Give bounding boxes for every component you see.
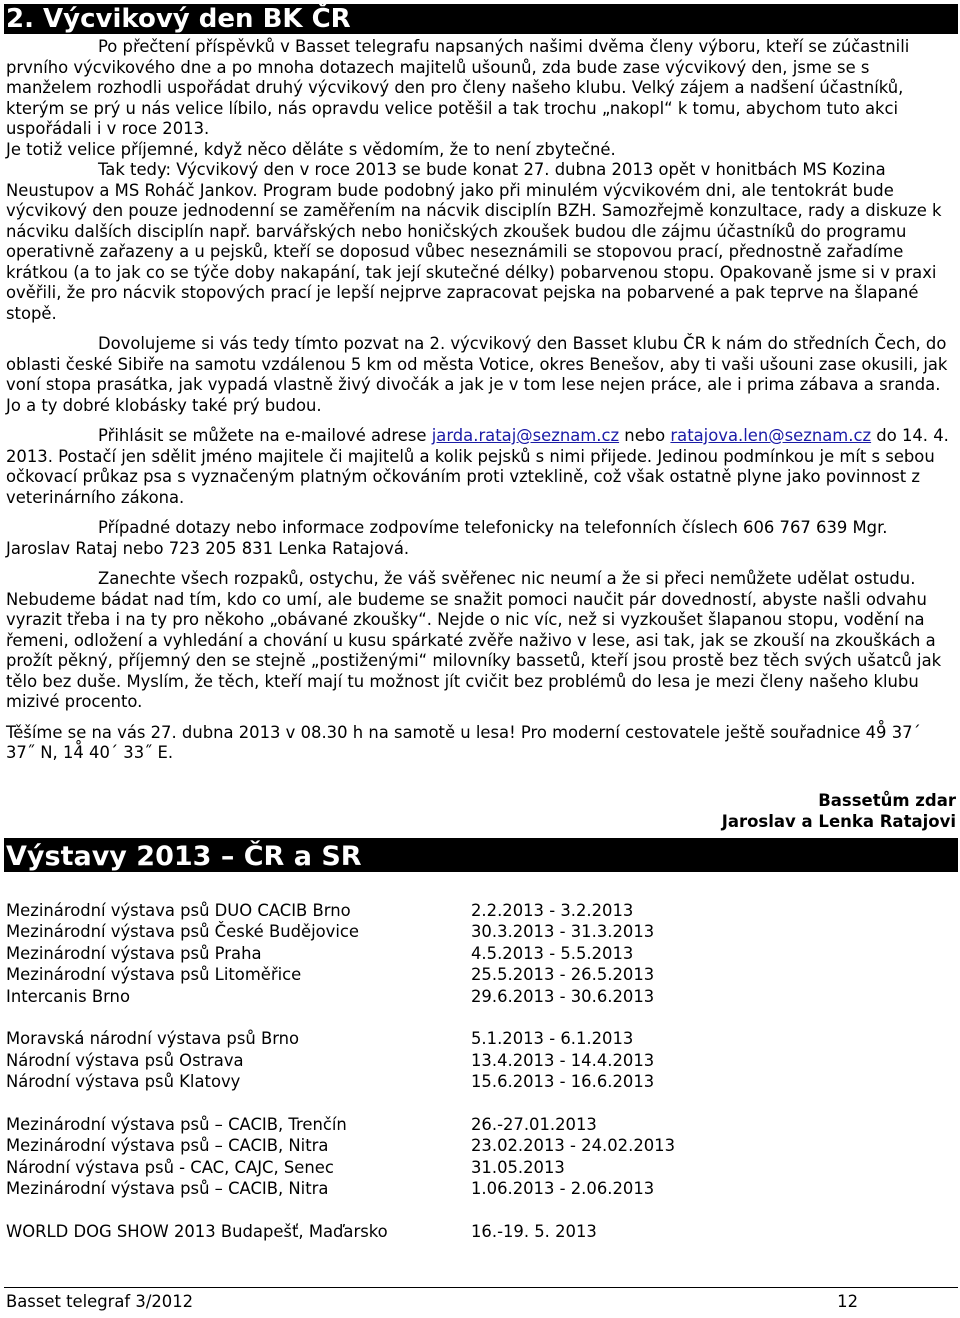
page-footer <box>6 1292 858 1312</box>
show-name: Mezinárodní výstava psů – CACIB, Trenčín <box>6 1114 347 1134</box>
show-date: 25.5.2013 - 26.5.2013 <box>471 965 655 985</box>
show-name: Moravská národní výstava psů Brno <box>6 1029 300 1049</box>
section-heading-shows: Výstavy 2013 – ČR a SR <box>4 838 958 872</box>
show-row <box>6 1071 675 1092</box>
article-paragraph-registration <box>6 426 954 508</box>
article-paragraph: Dovolujeme si vás tedy tímto pozvat na 2. výcvikový den Basset klubu ČR k nám do středních Čech, do oblasti české Sibiře na samotu vzdálenou 5 km od města Votice, okres Benešov, aby ti vaši ušouni zase okusili, jak voní stopa prasátka, jak vypadá vlastně živý divočák a jak je v tom lese nejen práce, ale i prima zábava a sranda. Jo a ty dobré klobásky také prý budou. <box>6 334 948 415</box>
show-name: Národní výstava psů Klatovy <box>6 1072 241 1092</box>
show-name: Mezinárodní výstava psů Litoměřice <box>6 965 302 985</box>
signature-names: Jaroslav a Lenka Ratajovi <box>721 812 956 831</box>
email-link-jarda[interactable]: jarda.rataj@seznam.cz <box>431 426 620 445</box>
article-paragraph: Těšíme se na vás 27. dubna 2013 v 08.30 h na samotě u lesa! Pro moderní cestovatele ještě souřadnice 49̊ 37´ 37˝ N, 14̊ 40´ 33˝ E. <box>6 722 921 762</box>
article-body <box>6 37 954 764</box>
show-name: Intercanis Brno <box>6 986 130 1006</box>
registration-text: nebo <box>619 426 671 445</box>
show-row <box>6 1114 675 1135</box>
show-date: 29.6.2013 - 30.6.2013 <box>471 986 655 1006</box>
show-name: Národní výstava psů - CAC, CAJC, Senec <box>6 1157 334 1177</box>
group-spacer <box>6 1093 675 1114</box>
email-link-ratajova[interactable]: ratajova.len@seznam.cz <box>670 426 872 445</box>
show-row <box>6 943 675 964</box>
shows-list <box>6 900 675 1242</box>
section-heading-training-day: 2. Výcvikový den BK ČR <box>4 4 958 34</box>
registration-text: do 14. 4. 2013. Postačí jen sdělit jméno majitele či majitelů a kolik pejsků s nimi přijede. Jedinou podmínkou je mít s sebou očkovací průkaz psa s vyznačeným platným očkováním proti vzteklině, což však ostatně plyne jako povinnost z veterinárního zákona. <box>6 426 949 507</box>
show-date: 15.6.2013 - 16.6.2013 <box>471 1072 655 1092</box>
show-date: 23.02.2013 - 24.02.2013 <box>471 1136 676 1156</box>
article-paragraph: Případné dotazy nebo informace zodpovíme telefonicky na telefonních číslech 606 767 639 Mgr. Jaroslav Rataj nebo 723 205 831 Lenka Ratajová. <box>6 518 888 558</box>
show-row <box>6 1178 675 1199</box>
show-row <box>6 1135 675 1156</box>
article-paragraph: Zanechte všech rozpaků, ostychu, že váš svěřenec nic neumí a že si přeci nemůžete udělat ostudu. Nebudeme bádat nad tím, kdo co umí, ale budeme se snažit pomoci naučit pár dovedností, abyste našli odvahu vyrazit třeba i na ty pro někoho „obávané zkoušky“. Nejde o nic víc, než si vyzkoušet šlapanou stopu, vodění na řemeni, odložení a vyhledání a chování u kusu spárkaté zvěře naživo v lese, asi tak, jak se zkouší na zkouškách a prožít pěkný, příjemný den se stejně „postiženými“ milovníky bassetů, kteří jsou prostě bez těch svých ušatců jak tělo bez duše. Myslím, že těch, kteří mají tu možnost jít cvičit bez problémů do lesa je mezi členy našeho klubu mizivé procento. <box>6 569 942 711</box>
show-row <box>6 900 675 921</box>
signature <box>722 790 956 832</box>
show-row <box>6 1050 675 1071</box>
show-date: 5.1.2013 - 6.1.2013 <box>471 1029 634 1049</box>
show-row <box>6 964 675 985</box>
group-spacer <box>6 1007 675 1028</box>
show-date: 2.2.2013 - 3.2.2013 <box>471 901 634 920</box>
signature-greeting: Bassetům zdar <box>818 791 956 810</box>
show-row <box>6 921 675 942</box>
footer-publication: Basset telegraf 3/2012 <box>6 1292 194 1311</box>
article-paragraph: Je totiž velice příjemné, když něco děláte s vědomím, že to není zbytečné. <box>6 139 616 159</box>
footer-page-number: 12 <box>837 1292 858 1311</box>
registration-text: Přihlásit se můžete na e-mailové adrese <box>98 426 432 445</box>
show-name: Mezinárodní výstava psů – CACIB, Nitra <box>6 1136 329 1156</box>
footer-divider <box>4 1287 958 1288</box>
show-name: Mezinárodní výstava psů – CACIB, Nitra <box>6 1179 329 1199</box>
show-date: 4.5.2013 - 5.5.2013 <box>471 943 634 963</box>
article-paragraph: Tak tedy: Výcvikový den v roce 2013 se bude konat 27. dubna 2013 opět v honitbách MS Kozina Neustupov a MS Roháč Jankov. Program bude podobný jako při minulém výcvikovém dni, ale tentokrát bude výcvikový den pouze jednodenní se zaměřením na nácvik disciplín BZH. Samozřejmě konzultace, rady a diskuze k nácviku dalších disciplín např. barvářských nebo honičských zkoušek budou dle zájmu účastníků do programu operativně zařazeny a u pejsků, kteří se doposud vůbec neseznámili se stopovou prací, přednostně zařadíme krátkou (a to jak co se týče doby nakapání, tak její skutečné délky) pobarvenou stopu. Opakovaně jsme si v praxi ověřili, že pro nácvik stopových prací je lepší nejprve zapracovat pejska na pobarvené a pak teprve na šlapané stopě. <box>6 160 942 323</box>
show-date: 16.-19. 5. 2013 <box>471 1221 597 1241</box>
group-spacer <box>6 1199 675 1220</box>
show-row <box>6 1028 675 1049</box>
show-name: Mezinárodní výstava psů České Budějovice <box>6 922 360 942</box>
show-date: 31.05.2013 <box>471 1157 565 1177</box>
show-date: 1.06.2013 - 2.06.2013 <box>471 1179 655 1199</box>
show-date: 26.-27.01.2013 <box>471 1114 597 1134</box>
show-name: Mezinárodní výstava psů DUO CACIB Brno <box>6 901 351 920</box>
show-name: WORLD DOG SHOW 2013 Budapešť, Maďarsko <box>6 1221 388 1241</box>
show-date: 13.4.2013 - 14.4.2013 <box>471 1050 655 1070</box>
show-name: Národní výstava psů Ostrava <box>6 1050 244 1070</box>
show-row <box>6 1157 675 1178</box>
article-paragraph: Po přečtení příspěvků v Basset telegrafu napsaných našimi dvěma členy výboru, kteří se zúčastnili prvního výcvikového dne a po mnoha dotazech majitelů ušounů, zda bude zase výcvikový den, jsme se s manželem rozhodli uspořádat druhý výcvikový den pro členy našeho klubu. Velký zájem a nadšení účastníků, kterým se prý u nás velice líbilo, nás opravdu velice potěšil a tak trochu „nakopl“ k tomu, abychom tuto akci uspořádali i v roce 2013. <box>6 37 910 138</box>
show-name: Mezinárodní výstava psů Praha <box>6 943 262 963</box>
show-row <box>6 1221 675 1242</box>
show-date: 30.3.2013 - 31.3.2013 <box>471 922 655 942</box>
show-row <box>6 986 675 1007</box>
